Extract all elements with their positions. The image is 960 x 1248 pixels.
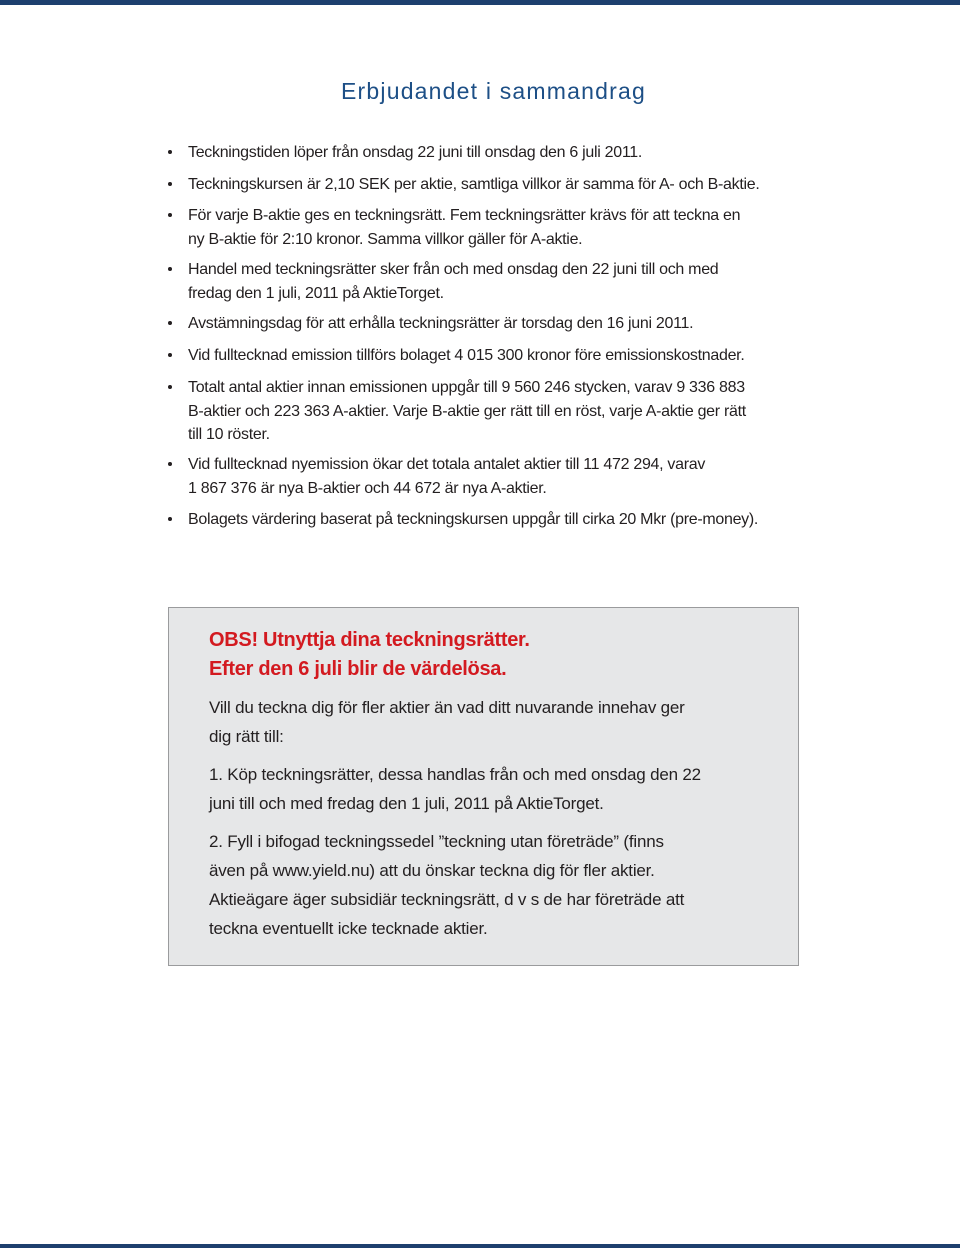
list-item-text: Teckningskursen är 2,10 SEK per aktie, samtliga villkor är samma för A- och B-aktie. xyxy=(188,176,760,193)
list-item-text: Bolagets värdering baserat på teckningskursen uppgår till cirka 20 Mkr (pre-money). xyxy=(188,511,759,528)
list-item-text: För varje B-aktie ges en teckningsrätt. Fem teckningsrätter krävs för att teckna en ny B-aktie för 2:10 kronor. Samma villkor gäller för A-aktie. xyxy=(188,207,741,248)
bullet-icon xyxy=(168,150,172,154)
bullet-icon xyxy=(168,182,172,186)
list-item-text: Avstämningsdag för att erhålla teckningsrätter är torsdag den 16 juni 2011. xyxy=(188,315,694,332)
list-item-text: Vid fulltecknad emission tillförs bolaget 4 015 300 kronor före emissionskostnader. xyxy=(188,347,745,364)
list-item-text: Totalt antal aktier innan emissionen uppgår till 9 560 246 stycken, varav 9 336 883 B-aktier och 223 363 A-aktier. Varje B-aktie ger rätt till en röst, varje A-aktie ger rätt till 10 röster. xyxy=(188,379,746,443)
bullet-icon xyxy=(168,517,172,521)
bullet-icon xyxy=(168,321,172,325)
top-rule xyxy=(0,0,960,5)
page-title: Erbjudandet i sammandrag xyxy=(341,78,646,104)
notice-heading xyxy=(209,626,530,684)
notice-heading-line: OBS! Utnyttja dina teckningsrätter. xyxy=(209,629,530,651)
bullet-icon xyxy=(168,353,172,357)
bullet-icon xyxy=(168,213,172,217)
notice-step-2: 2. Fyll i bifogad teckningssedel ”teckning utan företräde” (finns även på www.yield.nu) att du önskar teckna dig för fler aktier. Aktieägare äger subsidiär teckningsrätt, d v s de har företräde att teckna eventuellt icke tecknade aktier. xyxy=(209,832,685,938)
list-item-text: Handel med teckningsrätter sker från och med onsdag den 22 juni till och med fredag den 1 juli, 2011 på AktieTorget. xyxy=(188,261,719,302)
notice-intro: Vill du teckna dig för fler aktier än vad ditt nuvarande innehav ger dig rätt till: xyxy=(209,698,685,746)
notice-heading-line: Efter den 6 juli blir de värdelösa. xyxy=(209,658,507,680)
notice-box xyxy=(168,607,799,966)
bullet-icon xyxy=(168,267,172,271)
list-item-text: Teckningstiden löper från onsdag 22 juni till onsdag den 6 juli 2011. xyxy=(188,144,642,161)
list-item-text: Vid fulltecknad nyemission ökar det totala antalet aktier till 11 472 294, varav 1 867 376 är nya B-aktier och 44 672 är nya A-aktier. xyxy=(188,456,706,497)
notice-step-1: 1. Köp teckningsrätter, dessa handlas från och med onsdag den 22 juni till och med fredag den 1 juli, 2011 på AktieTorget. xyxy=(209,765,701,813)
bottom-rule xyxy=(0,1244,960,1248)
bullet-icon xyxy=(168,385,172,389)
bullet-icon xyxy=(168,462,172,466)
